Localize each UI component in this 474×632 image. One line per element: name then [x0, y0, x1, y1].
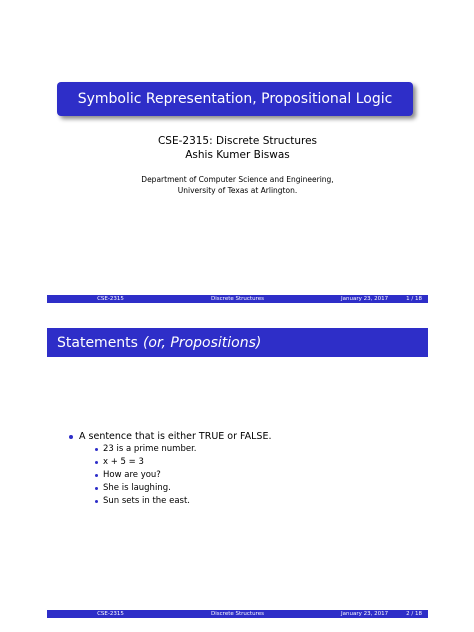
bullet-text: A sentence that is either TRUE or FALSE. [79, 431, 272, 442]
bullet-icon [95, 500, 98, 503]
bullet-icon [95, 474, 98, 477]
list-item [95, 443, 272, 456]
slide-footer [47, 295, 428, 303]
department: Department of Computer Science and Engineering, [141, 175, 334, 184]
footer-course: CSE-2315 [97, 296, 124, 302]
list-item [95, 456, 272, 469]
frame-title-italic: (or, Propositions) [142, 334, 262, 351]
footer-date: January 23, 2017 [341, 611, 389, 617]
bullet-icon [69, 435, 73, 439]
sub-bullet-text: x + 5 = 3 [103, 457, 144, 467]
footer-course: CSE-2315 [97, 611, 124, 617]
list-item [69, 430, 272, 443]
slide-title: Symbolic Representation, Propositional Logic [77, 91, 393, 107]
frame-title [47, 328, 428, 357]
frame-title-text: Statements [57, 334, 138, 351]
sub-bullet-list [69, 443, 272, 508]
title-slide [47, 62, 428, 306]
footer-date: January 23, 2017 [341, 296, 389, 302]
bullet-icon [95, 448, 98, 451]
footer-title: Discrete Structures [211, 611, 264, 617]
footer-right [301, 611, 428, 617]
sub-bullet-text: Sun sets in the east. [103, 496, 190, 506]
affiliation-block [47, 174, 428, 196]
course-block [47, 134, 428, 162]
footer-right [301, 296, 428, 302]
author-name: Ashis Kumer Biswas [185, 149, 290, 161]
sub-bullet-text: 23 is a prime number. [103, 444, 197, 454]
slide-footer [47, 610, 428, 618]
list-item [95, 469, 272, 482]
sub-bullet-text: How are you? [103, 470, 161, 480]
footer-title: Discrete Structures [211, 296, 264, 302]
footer-page: 1 / 18 [406, 296, 422, 302]
footer-page: 2 / 18 [406, 611, 422, 617]
list-item [95, 495, 272, 508]
bullet-icon [95, 461, 98, 464]
bullet-icon [95, 487, 98, 490]
content-slide [47, 328, 428, 622]
list-item [95, 482, 272, 495]
sub-bullet-text: She is laughing. [103, 483, 171, 493]
slide-title-box [57, 82, 413, 116]
university: University of Texas at Arlington. [177, 186, 298, 195]
course-name: CSE-2315: Discrete Structures [157, 135, 318, 147]
bullet-list [69, 430, 272, 508]
